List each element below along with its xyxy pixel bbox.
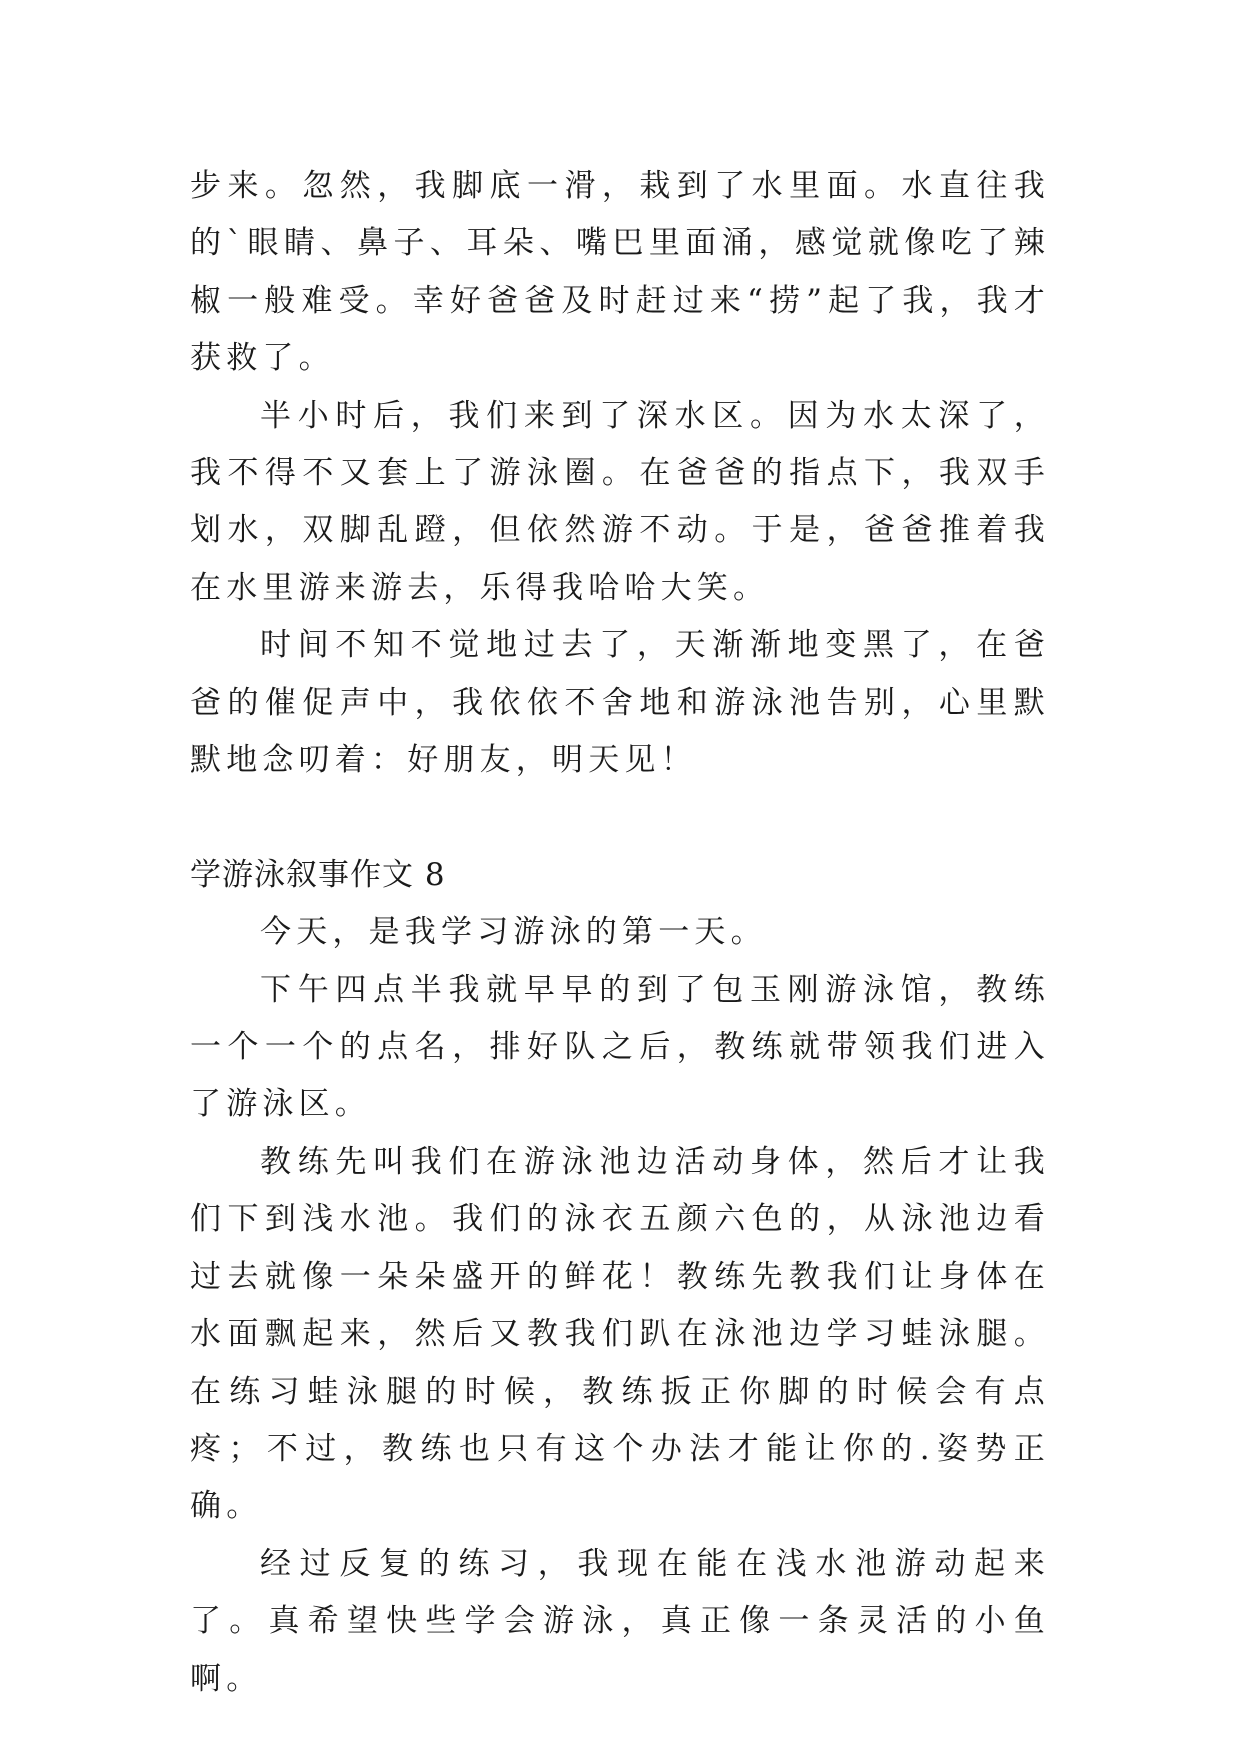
document-body — [190, 158, 1050, 1708]
paragraph-continuation: 步来。忽然，我脚底一滑，栽到了水里面。水直往我的`眼睛、鼻子、耳朵、嘴巴里面涌，感觉就像吃了辣椒一般难受。幸好爸爸及时赶过来“捞”起了我，我才获救了。 — [190, 168, 1050, 377]
paragraph-progress: 经过反复的练习，我现在能在浅水池游动起来了。真希望快些学会游泳，真正像一条灵活的小鱼啊。 — [190, 1545, 1050, 1697]
section-heading: 学游泳叙事作文 8 — [190, 856, 446, 893]
paragraph-arrival: 下午四点半我就早早的到了包玉刚游泳馆，教练一个一个的点名，排好队之后，教练就带领我们进入了游泳区。 — [190, 971, 1050, 1123]
section-spacer — [190, 789, 1050, 846]
paragraph-first-day: 今天，是我学习游泳的第一天。 — [260, 914, 767, 951]
paragraph-farewell: 时间不知不觉地过去了，天渐渐地变黑了，在爸爸的催促声中，我依依不舍地和游泳池告别，心里默默地念叨着：好朋友，明天见！ — [190, 627, 1050, 779]
paragraph-deep-water: 半小时后，我们来到了深水区。因为水太深了，我不得不又套上了游泳圈。在爸爸的指点下，我双手划水，双脚乱蹬，但依然游不动。于是，爸爸推着我在水里游来游去，乐得我哈哈大笑。 — [190, 397, 1050, 606]
paragraph-training: 教练先叫我们在游泳池边活动身体，然后才让我们下到浅水池。我们的泳衣五颜六色的，从泳池边看过去就像一朵朵盛开的鲜花！教练先教我们让身体在水面飘起来，然后又教我们趴在泳池边学习蛙泳腿。在练习蛙泳腿的时候，教练扳正你脚的时候会有点疼；不过，教练也只有这个办法才能让你的.姿势正确。 — [190, 1143, 1050, 1525]
